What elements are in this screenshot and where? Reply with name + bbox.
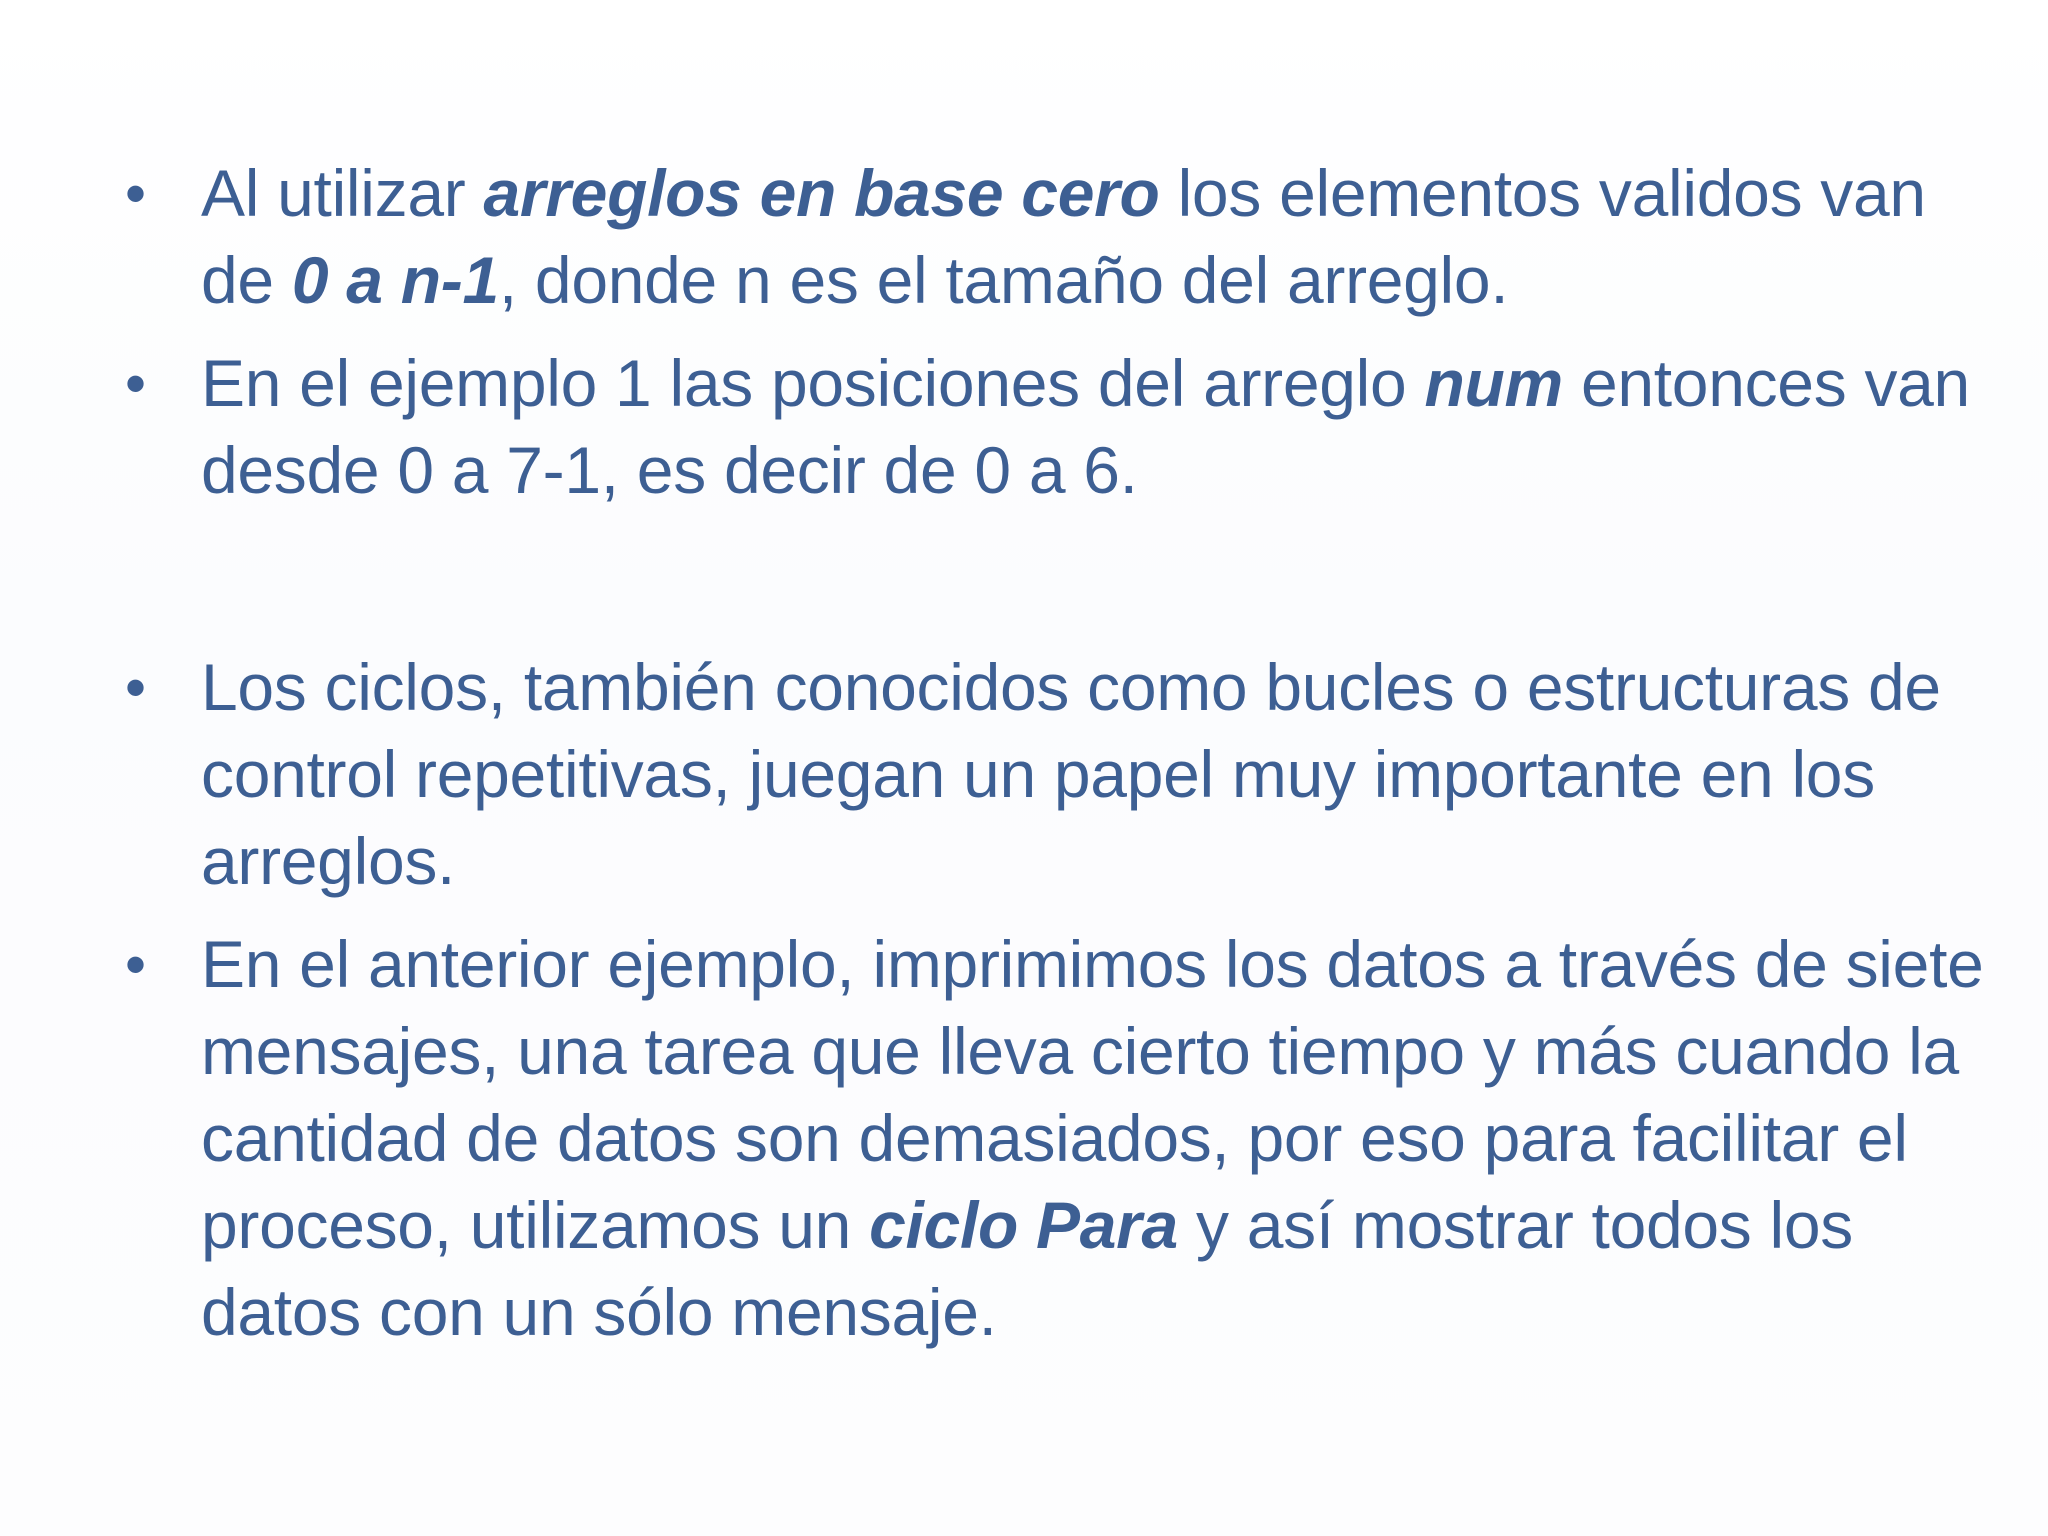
bullet-text: los elementos validos van de (201, 156, 1926, 317)
emphasized-text: arreglos en base cero (483, 156, 1160, 230)
bullet-text: En el anterior ejemplo, imprimimos los datos a través de siete mensajes, una tarea que lleva cierto tiempo y más cuando la cantidad de datos son demasiados, por eso para facilitar el proceso, utilizamos un (201, 927, 1984, 1262)
bullet-point-icon: • (125, 350, 146, 417)
bullet-text: y así mostrar todos los datos con un sólo mensaje. (201, 1188, 1853, 1349)
bullet-point-icon: • (125, 654, 146, 721)
bullet-text: Al utilizar (201, 156, 484, 230)
bullet-item-1 (125, 150, 1985, 324)
bullet-point-icon: • (125, 931, 146, 998)
bullet-list (125, 150, 1985, 1372)
bullet-text: , donde n es el tamaño del arreglo. (498, 243, 1509, 317)
bullet-item-4 (125, 921, 1985, 1356)
bullet-text: entonces van desde 0 a 7-1, es decir de 0 a 6. (201, 346, 1970, 507)
emphasized-text: 0 a n-1 (291, 243, 499, 317)
bullet-text: Los ciclos, también conocidos como bucles o estructuras de control repetitivas, juegan un papel muy importante en los arreglos. (201, 650, 1941, 898)
emphasized-text: ciclo Para (869, 1188, 1178, 1262)
emphasized-text: num (1424, 346, 1563, 420)
bullet-point-icon: • (125, 160, 146, 227)
bullet-item-3 (125, 644, 1985, 905)
bullet-text: En el ejemplo 1 las posiciones del arreglo (201, 346, 1425, 420)
bullet-item-2 (125, 340, 1985, 514)
